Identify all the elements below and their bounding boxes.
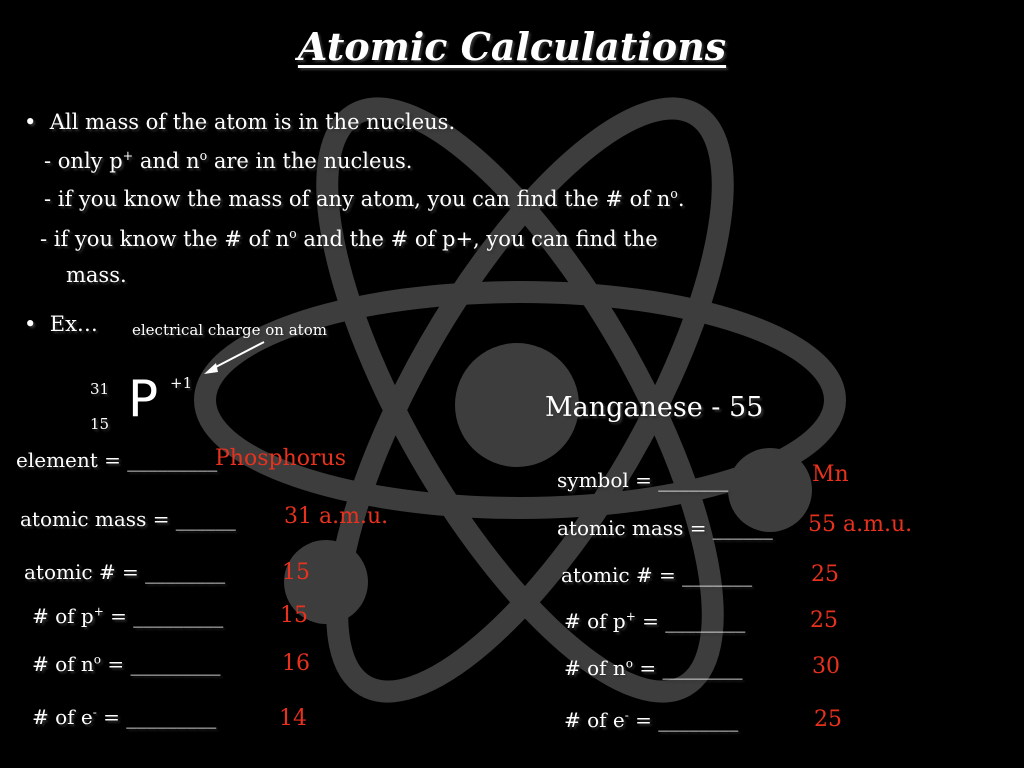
mn-electrons-label (564, 708, 738, 732)
neutrons-label (32, 652, 221, 676)
mn-atomic-number-answer: 25 (811, 562, 839, 587)
sub-bullet-mass-word: mass. (66, 263, 127, 287)
mn-atomic-mass-label: atomic mass = ______ (557, 516, 773, 540)
text-segment: # of n (32, 652, 94, 676)
bullet-dot: • (24, 110, 37, 134)
mn-protons-answer: 25 (810, 608, 838, 633)
text-segment: and the # of p+, you can find the (296, 227, 658, 251)
mn-atomic-number-label: atomic # = _______ (561, 563, 753, 587)
atomic-number-label: atomic # = ________ (24, 560, 226, 584)
text-segment: = ________ (628, 708, 739, 732)
neutrons-answer: 16 (282, 651, 310, 676)
superscript: o (670, 186, 678, 201)
mass-number: 31 (90, 380, 110, 398)
superscript: o (289, 226, 297, 241)
text-segment: - only p (44, 149, 123, 173)
symbol-label: symbol = _______ (557, 468, 729, 492)
text-segment: # of e (32, 705, 93, 729)
sub-bullet-find-mass (40, 226, 658, 251)
text-segment: . (677, 187, 685, 211)
mn-neutrons-answer: 30 (812, 654, 840, 679)
sub-bullet-find-neutrons (44, 186, 685, 211)
text-segment: # of p (32, 604, 94, 628)
text-segment: - if you know the # of n (40, 227, 290, 251)
mn-protons-label (564, 609, 745, 633)
atomic-mass-label: atomic mass = ______ (20, 507, 236, 531)
superscript: + (625, 609, 636, 624)
manganese-heading: Manganese - 55 (545, 392, 764, 423)
bullet-text: Ex… (49, 312, 98, 336)
atomic-number-answer: 15 (282, 560, 310, 585)
superscript: - (624, 708, 629, 723)
mn-electrons-answer: 25 (814, 707, 842, 732)
protons-label (32, 604, 223, 628)
superscript: o (199, 148, 208, 163)
bullet-text: All mass of the atom is in the nucleus. (49, 110, 456, 134)
text-segment: = _________ (101, 652, 221, 676)
text-segment: are in the nucleus. (207, 149, 413, 173)
electrons-label (32, 705, 216, 729)
text-segment: = ________ (633, 656, 743, 680)
charge-annotation: electrical charge on atom (132, 321, 327, 339)
superscript: + (93, 604, 104, 619)
text-segment: # of p (564, 609, 626, 633)
sub-bullet-only-p-n (44, 148, 412, 173)
mn-neutrons-label (564, 656, 743, 680)
protons-answer: 15 (280, 603, 308, 628)
page-title: Atomic Calculations (297, 24, 727, 69)
atomic-number: 15 (90, 415, 110, 433)
element-label: element = _________ (16, 448, 218, 472)
bullet-mass-in-nucleus (24, 110, 455, 134)
text-segment: = _________ (103, 604, 224, 628)
mn-atomic-mass-answer: 55 a.m.u. (808, 512, 913, 537)
text-segment: = ________ (635, 609, 746, 633)
bullet-dot: • (24, 312, 37, 336)
superscript: + (122, 148, 134, 163)
electrons-answer: 14 (279, 706, 307, 731)
text-segment: # of n (564, 656, 626, 680)
superscript: o (93, 652, 102, 667)
atomic-mass-answer: 31 a.m.u. (284, 504, 389, 529)
text-segment: - if you know the mass of any atom, you can find the # of n (44, 187, 671, 211)
bullet-example (24, 312, 98, 336)
text-segment: = _________ (96, 705, 217, 729)
superscript: - (92, 705, 97, 720)
text-segment: and n (133, 149, 200, 173)
element-symbol: P (128, 370, 159, 428)
element-answer: Phosphorus (215, 446, 346, 471)
superscript: o (625, 656, 634, 671)
arrow-icon (200, 338, 270, 378)
ion-charge: +1 (170, 374, 193, 392)
symbol-answer: Mn (812, 462, 849, 487)
text-segment: # of e (564, 708, 625, 732)
